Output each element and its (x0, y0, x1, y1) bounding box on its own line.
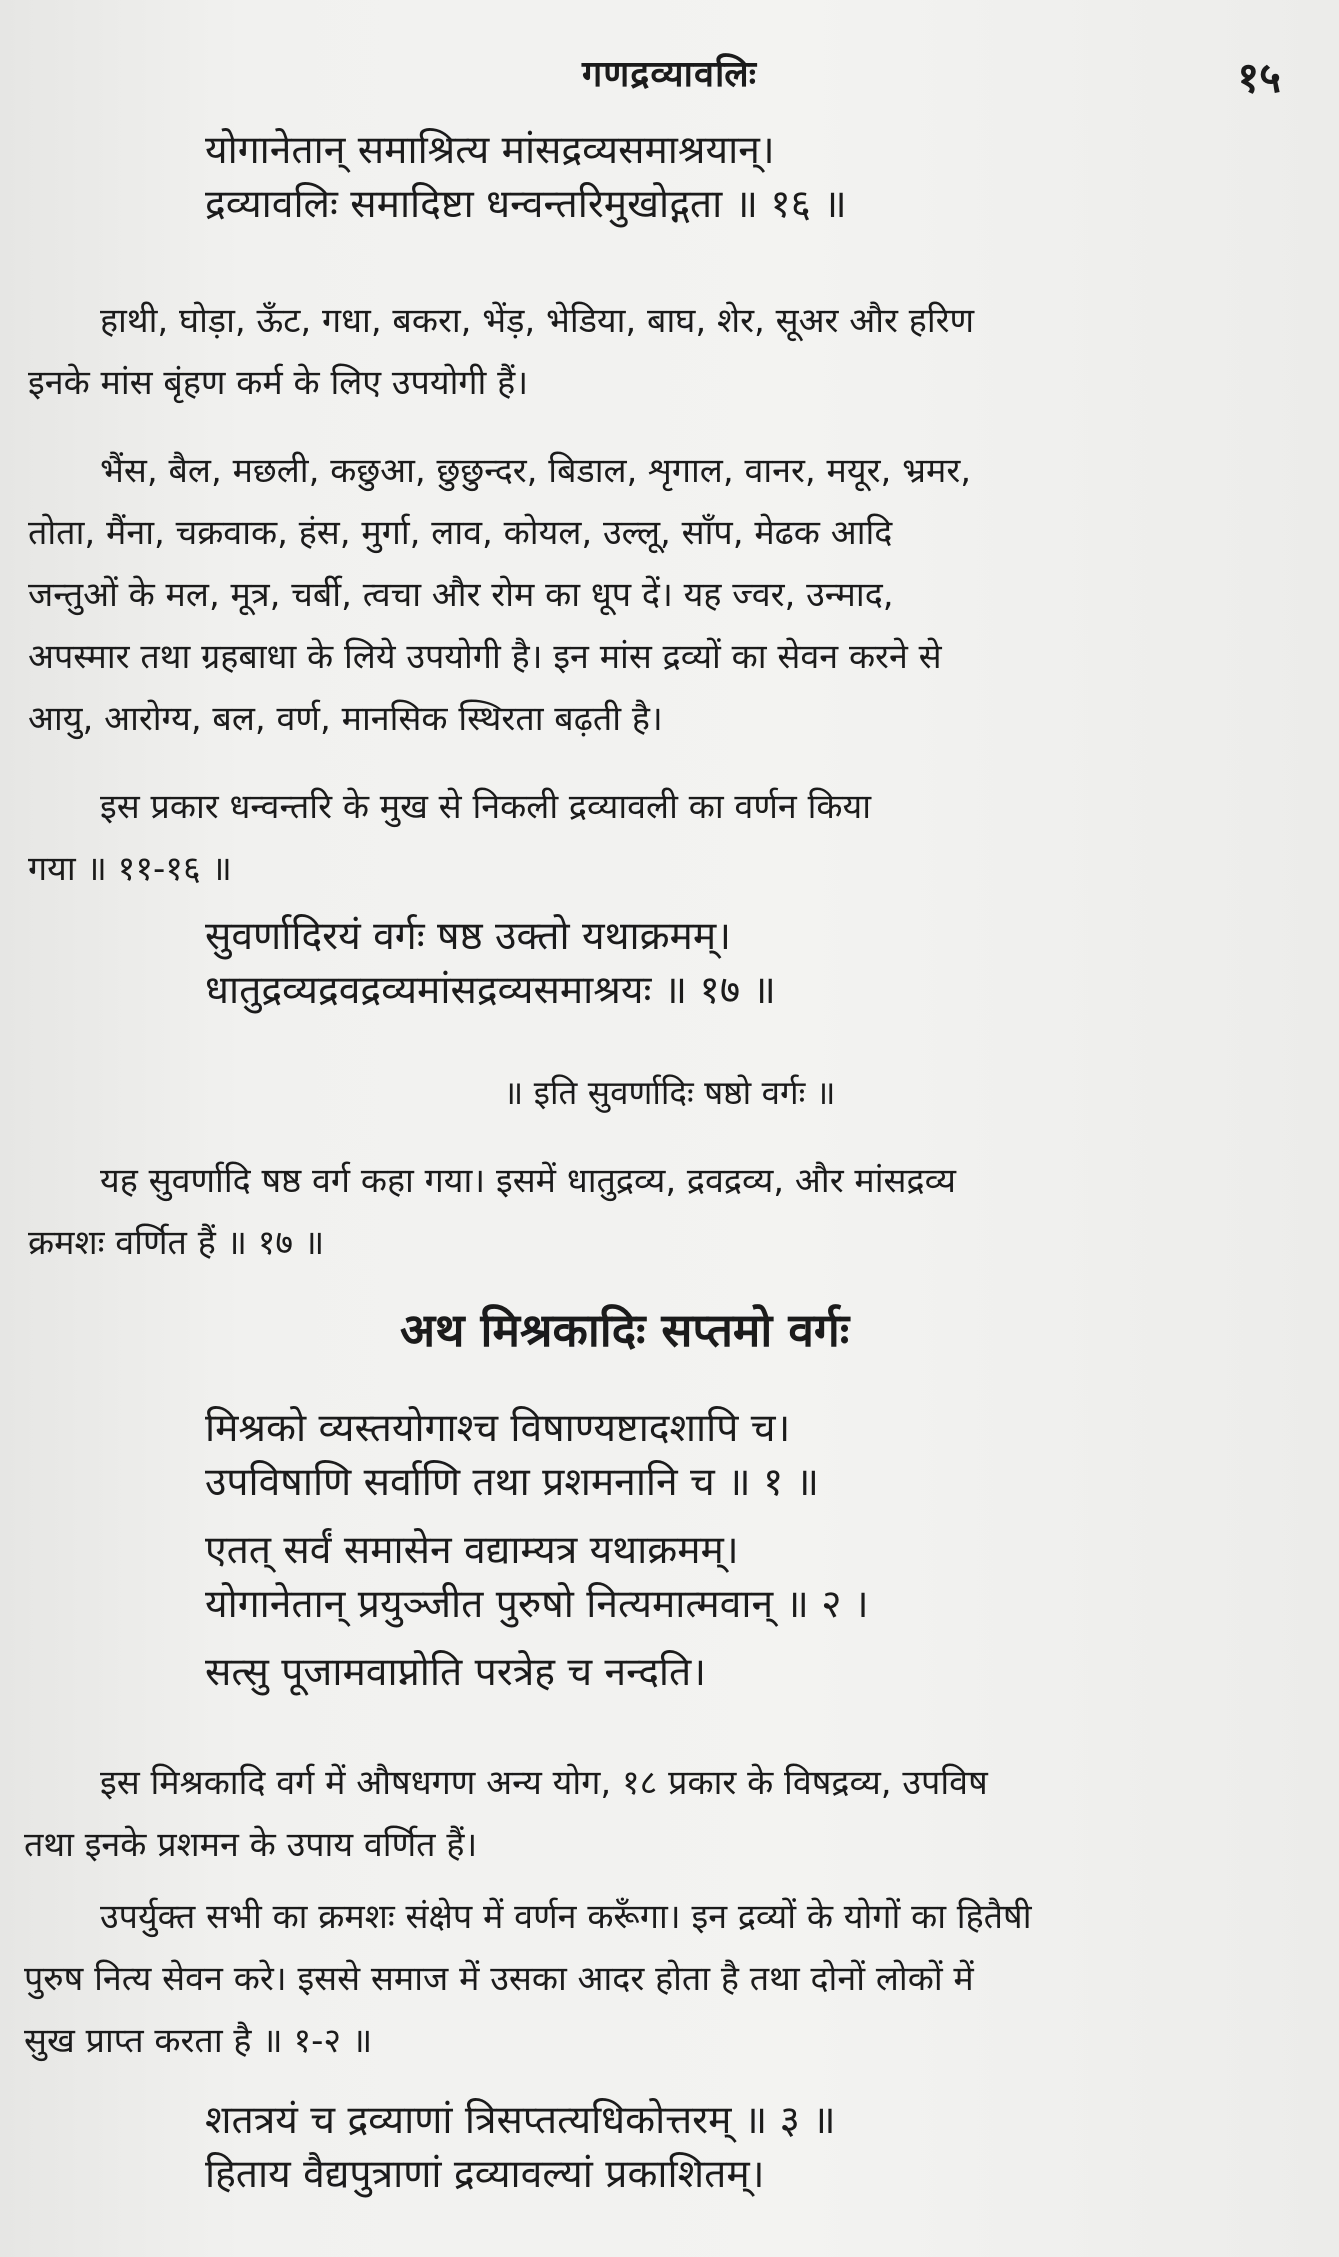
prose-line: तथा इनके प्रशमन के उपाय वर्णित हैं। (24, 1825, 478, 1865)
paragraph-brimhana (0, 290, 1308, 414)
verse-16 (0, 124, 1339, 232)
verse-line: योगानेतान् समाश्रित्य मांसद्रव्यसमाश्रयान्। (205, 128, 775, 173)
prose-line: जन्तुओं के मल, मूत्र, चर्बी, त्वचा और रोम का धूप दें। यह ज्वर, उन्माद, (28, 575, 894, 615)
colophon-line: ॥ इति सुवर्णादिः षष्ठो वर्गः ॥ (503, 1073, 836, 1112)
verse-line: उपविषाणि सर्वाणि तथा प्रशमनानि च ॥ १ ॥ (205, 1460, 820, 1505)
prose-line: इस प्रकार धन्वन्तरि के मुख से निकली द्रव्यावली का वर्णन किया (100, 787, 872, 827)
prose-line: पुरुष नित्य सेवन करे। इससे समाज में उसका आदर होता है तथा दोनों लोकों में (24, 1959, 974, 1999)
prose-line: आयु, आरोग्य, बल, वर्ण, मानसिक स्थिरता बढ़ती है। (28, 699, 663, 739)
prose-line: अपस्मार तथा ग्रहबाधा के लिये उपयोगी है। इन मांस द्रव्यों का सेवन करने से (28, 637, 942, 677)
verse-3 (0, 2094, 1339, 2202)
prose-line: इनके मांस बृंहण कर्म के लिए उपयोगी हैं। (28, 363, 529, 403)
verse-17 (0, 910, 1339, 1018)
paragraph-summary (0, 1150, 1308, 1274)
prose-line: उपर्युक्त सभी का क्रमशः संक्षेप में वर्णन करूँगा। इन द्रव्यों के योगों का हितैषी (100, 1897, 1032, 1937)
verse-line: हिताय वैद्यपुत्राणां द्रव्यावल्यां प्रकाशितम्। (205, 2152, 765, 2197)
prose-line: क्रमशः वर्णित हैं ॥ १७ ॥ (28, 1223, 325, 1263)
section-heading: अथ मिश्रकादिः सप्तमो वर्गः (400, 1303, 850, 1357)
page-header (0, 48, 1339, 108)
verse-1-3 (0, 1402, 1339, 1700)
verse-line: सत्सु पूजामवाप्नोति परत्रेह च नन्दति। (205, 1650, 707, 1695)
paragraph-dhanvantari (0, 776, 1308, 900)
verse-line: मिश्रको व्यस्तयोगाश्च विषाण्यष्टादशापि च। (205, 1406, 791, 1451)
page-number: १५ (1237, 53, 1281, 102)
prose-line: तोता, मैंना, चक्रवाक, हंस, मुर्गा, लाव, कोयल, उल्लू, साँप, मेढक आदि (28, 513, 893, 553)
verse-line: धातुद्रव्यद्रवद्रव्यमांसद्रव्यसमाश्रयः ॥ १७ ॥ (205, 968, 776, 1013)
verse-line: सुवर्णादिरयं वर्गः षष्ठ उक्तो यथाक्रमम्। (205, 914, 731, 959)
running-title: गणद्रव्यावलिः (582, 54, 757, 95)
verse-line: शतत्रयं च द्रव्याणां त्रिसप्तत्यधिकोत्तरम् ॥ ३ ॥ (205, 2098, 836, 2143)
prose-line: यह सुवर्णादि षष्ठ वर्ग कहा गया। इसमें धातुद्रव्य, द्रवद्रव्य, और मांसद्रव्य (100, 1161, 956, 1201)
verse-line: एतत् सर्वं समासेन वद्याम्यत्र यथाक्रमम्। (205, 1528, 739, 1573)
verse-line: द्रव्यावलिः समादिष्टा धन्वन्तरिमुखोद्गता ॥ १६ ॥ (205, 182, 847, 227)
verse-line: योगानेतान् प्रयुञ्जीत पुरुषो नित्यमात्मवान् ॥ २ । (205, 1582, 869, 1627)
prose-line: इस मिश्रकादि वर्ग में औषधगण अन्य योग, १८ प्रकार के विषद्रव्य, उपविष (100, 1763, 988, 1803)
prose-line: गया ॥ ११-१६ ॥ (28, 849, 232, 889)
chapter-colophon (0, 1068, 1339, 1118)
prose-line: हाथी, घोड़ा, ऊँट, गधा, बकरा, भेंड़, भेडिया, बाघ, शेर, सूअर और हरिण (100, 301, 975, 341)
prose-line: भैंस, बैल, मछली, कछुआ, छुछुन्दर, बिडाल, शृगाल, वानर, मयूर, भ्रमर, (100, 451, 972, 491)
paragraph-dhupa (0, 440, 1308, 750)
paragraph-promise (0, 1886, 1314, 2072)
prose-line: सुख प्राप्त करता है ॥ १-२ ॥ (24, 2021, 373, 2061)
paragraph-mishraka (0, 1752, 1314, 1876)
